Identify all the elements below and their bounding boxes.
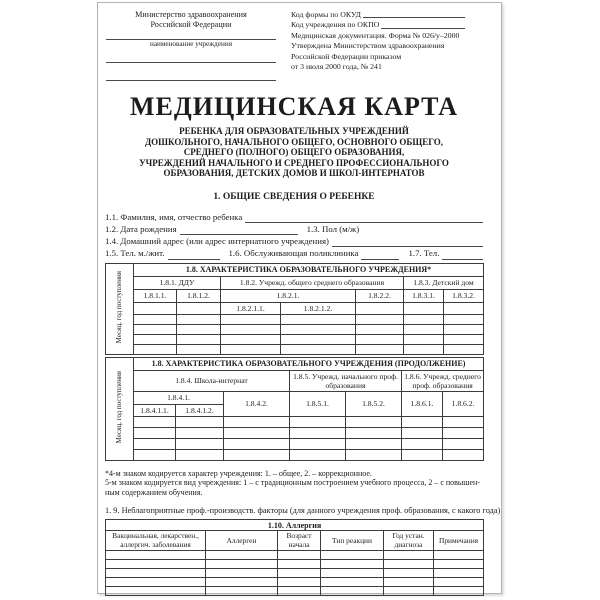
doc-form-line: Медицинская документация. Форма № 026/у–2000 <box>291 30 460 40</box>
blank-row <box>106 334 484 344</box>
code-cell: 1.8.5.2. <box>346 391 402 416</box>
subtitle-line: ДОШКОЛЬНОГО, НАЧАЛЬНОГО ОБЩЕГО, ОСНОВНОГО ОБЩЕГО, <box>144 136 444 147</box>
field-1-9-label: 1. 9. Неблагоприятные проф.-производств. факторы (для данного учреждения проф. образования, с какого года) <box>105 506 501 516</box>
side-label-text: Месяц, год поступления <box>114 371 123 444</box>
institution-name-caption: наименование учреждения <box>149 40 233 48</box>
column-header: Возраст начала <box>278 531 321 551</box>
group-header-cell: 1.8.6. Учрежд. среднего проф. образования <box>402 370 484 391</box>
blank-row <box>106 427 484 438</box>
approved-line-3: от 3 июля 2000 года, № 241 <box>291 62 382 72</box>
code-cell: 1.8.1.2. <box>177 289 221 302</box>
general-info-fields <box>105 212 483 261</box>
group-header-cell: 1.8.2. Учрежд. общего среднего образования <box>221 276 404 289</box>
field-1-6-blank-line <box>361 248 399 259</box>
document-subtitle <box>105 126 483 179</box>
field-1-2-blank-line <box>180 224 298 235</box>
table-institution-characteristics-continued <box>105 357 484 461</box>
blank-cell <box>404 302 444 314</box>
ministry-line-2: Российской Федерации <box>150 20 232 29</box>
table-institution-characteristics <box>105 263 484 355</box>
field-1-1-label: 1.1. Фамилия, имя, отчество ребенка <box>105 211 243 222</box>
okud-blank-line <box>363 10 465 18</box>
field-1-5-label: 1.5. Тел. м./жит. <box>105 248 165 259</box>
column-header: Тип реакции <box>321 531 384 551</box>
table-a-title: 1.8. ХАРАКТЕРИСТИКА ОБРАЗОВАТЕЛЬНОГО УЧРЕЖДЕНИЯ* <box>134 263 484 276</box>
table-b-title: 1.8. ХАРАКТЕРИСТИКА ОБРАЗОВАТЕЛЬНОГО УЧРЕЖДЕНИЯ (ПРОДОЛЖЕНИЕ) <box>134 357 484 370</box>
section-1-heading: 1. ОБЩИЕ СВЕДЕНИЯ О РЕБЕНКЕ <box>213 191 375 202</box>
subcode-cell: 1.8.4.1.2. <box>176 404 224 416</box>
code-cell: 1.8.3.1. <box>404 289 444 302</box>
ministry-line-1: Министерство здравоохранения <box>135 10 247 19</box>
institution-name-blank-line <box>106 30 276 40</box>
footnote <box>105 469 483 498</box>
field-row-1-1 <box>105 212 483 224</box>
blank-row <box>106 344 484 354</box>
subcode-cell: 1.8.2.1.1. <box>221 302 281 314</box>
blank-cell <box>134 302 177 314</box>
field-1-4-label: 1.4. Домашний адрес (или адрес интернатного учреждения) <box>105 236 329 247</box>
blank-row <box>106 438 484 449</box>
blank-row <box>106 416 484 427</box>
code-cell: 1.8.1.1. <box>134 289 177 302</box>
side-label-text: Месяц, год поступления <box>114 271 123 344</box>
code-cell: 1.8.4.2. <box>224 391 290 416</box>
blank-row <box>106 551 484 560</box>
subtitle-line: УЧРЕЖДЕНИЙ НАЧАЛЬНОГО И СРЕДНЕГО ПРОФЕССИОНАЛЬНОГО <box>139 157 449 168</box>
field-1-6-label: 1.6. Обслуживающая поликлиника <box>228 248 359 259</box>
group-header-cell: 1.8.4. Школа-интернат <box>134 370 290 391</box>
side-label-cell <box>106 357 134 460</box>
column-header: Год устан. диагноза <box>384 531 434 551</box>
approved-line-1: Утверждена Министерством здравоохранения <box>291 41 445 51</box>
field-1-3-label: 1.3. Пол (м/ж) <box>306 223 360 234</box>
field-row-1-5 <box>105 248 483 260</box>
field-1-4-blank-line <box>332 236 483 247</box>
table-allergy <box>105 519 484 596</box>
field-row-1-4 <box>105 236 483 248</box>
blank-row <box>106 314 484 324</box>
blank-row <box>106 560 484 569</box>
blank-row <box>106 578 484 587</box>
code-cell: 1.8.2.2. <box>356 289 404 302</box>
column-header: Примечания <box>434 531 484 551</box>
subcode-cell: 1.8.2.1.2. <box>281 302 356 314</box>
okud-label: Код формы по ОКУД <box>291 10 361 19</box>
group-header-cell: 1.8.5. Учрежд. начального проф. образования <box>290 370 402 391</box>
subtitle-line: СРЕДНЕГО (ПОЛНОГО) ОБЩЕГО ОБРАЗОВАНИЯ, <box>183 147 405 157</box>
footnote-line-1: *4-м знаком кодируется характер учреждения: 1. – общее, 2. – коррекционное. <box>105 468 372 478</box>
group-header-cell: 1.8.3. Детский дом <box>404 276 484 289</box>
document-page <box>97 2 502 594</box>
subtitle-line: ОБРАЗОВАНИЯ, ДЕТСКИХ ДОМОВ И ШКОЛ-ИНТЕРНАТОВ <box>163 168 425 178</box>
side-label-cell <box>106 263 134 354</box>
group-header-cell: 1.8.1. ДДУ <box>134 276 221 289</box>
okpo-row <box>291 20 483 30</box>
column-header: Вакцинальная, лекарствен., аллергич. заболевания <box>106 531 206 551</box>
field-1-1-blank-line <box>245 212 483 223</box>
page-content <box>105 7 501 596</box>
code-cell: 1.8.4.1. <box>134 391 224 404</box>
document-title: МЕДИЦИНСКАЯ КАРТА <box>130 92 458 121</box>
blank-row <box>106 587 484 596</box>
code-cell: 1.8.3.2. <box>444 289 484 302</box>
blank-line <box>106 49 276 63</box>
blank-row <box>106 324 484 334</box>
blank-row <box>106 449 484 460</box>
blank-line <box>106 63 276 81</box>
column-header: Аллерген <box>206 531 278 551</box>
ministry-block <box>105 7 277 81</box>
field-1-7-blank-line <box>442 248 483 259</box>
blank-cell <box>177 302 221 314</box>
field-1-5-blank-line <box>168 248 220 259</box>
form-codes-block <box>277 7 483 81</box>
okpo-label: Код учреждения по ОКПО <box>291 20 380 30</box>
form-header <box>105 7 483 81</box>
okpo-blank-line <box>381 20 465 28</box>
approved-line-2: Российской Федерации приказом <box>291 51 402 61</box>
subcode-cell: 1.8.4.1.1. <box>134 404 176 416</box>
field-row-1-2 <box>105 224 483 236</box>
code-cell: 1.8.6.1. <box>402 391 443 416</box>
footnote-line-3: ным содержанием обучения. <box>105 487 203 497</box>
code-cell: 1.8.6.2. <box>443 391 484 416</box>
code-cell: 1.8.5.1. <box>290 391 346 416</box>
blank-row <box>106 569 484 578</box>
footnote-line-2: 5-м знаком кодируется вид учреждения: 1 – с традиционным построением учебного процесса, 2 – с повышен- <box>105 478 480 488</box>
blank-cell <box>444 302 484 314</box>
field-1-2-label: 1.2. Дата рождения <box>105 223 177 234</box>
blank-cell <box>356 302 404 314</box>
field-1-7-label: 1.7. Тел. <box>408 248 440 259</box>
okud-row <box>291 10 483 20</box>
subtitle-line: РЕБЕНКА ДЛЯ ОБРАЗОВАТЕЛЬНЫХ УЧРЕЖДЕНИЙ <box>179 126 409 136</box>
allergy-table-title: 1.10. Аллергия <box>106 520 484 531</box>
code-cell: 1.8.2.1. <box>221 289 356 302</box>
